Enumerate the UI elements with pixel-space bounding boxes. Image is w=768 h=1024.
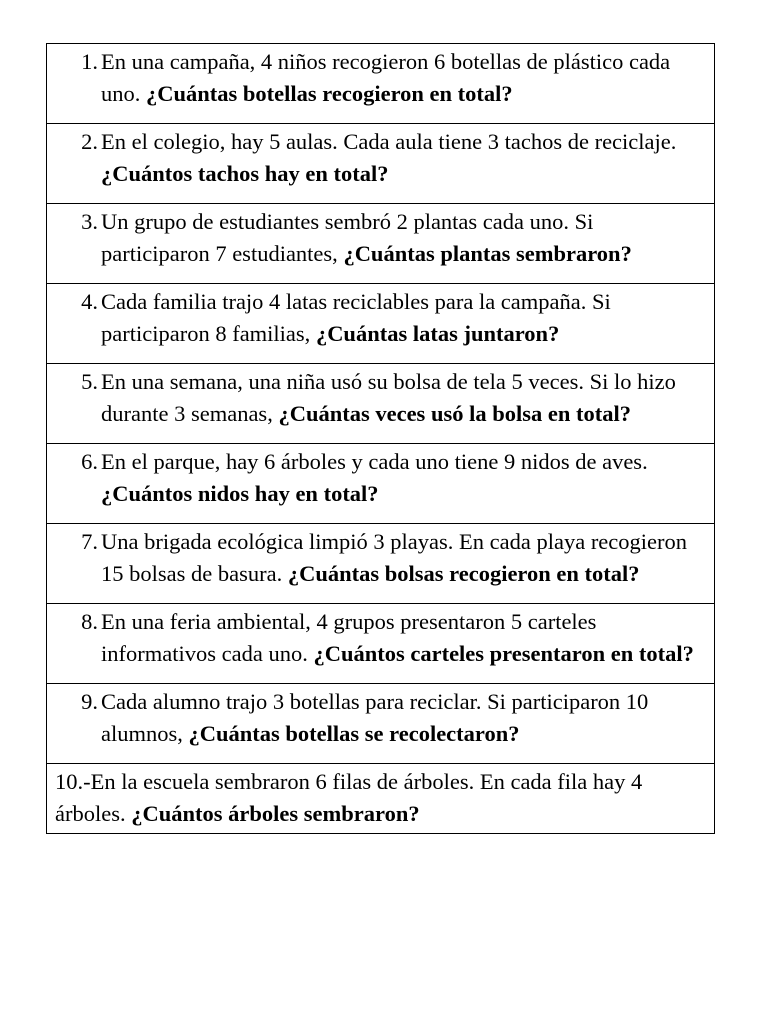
problem-text: Una brigada ecológica limpió 3 playas. En cada playa recogieron 15 bolsas de basura. [101,529,688,586]
problem-text: En el colegio, hay 5 aulas. Cada aula tiene 3 tachos de reciclaje. [101,129,677,154]
problem-cell [47,44,715,124]
problem-body [47,524,714,603]
problem-question: ¿Cuántas botellas se recolectaron? [188,721,520,746]
problems-table [46,43,715,834]
problem-cell [47,684,715,764]
problem-row-3 [47,204,715,284]
problem-number: 8. [81,609,98,634]
problem-text: 10.-En la escuela sembraron 6 filas de árboles. En cada fila hay 4 árboles. [55,769,643,826]
problem-body [47,604,714,683]
problem-text: En una feria ambiental, 4 grupos presentaron 5 carteles informativos cada uno. [101,609,597,666]
problem-number: 9. [81,689,98,714]
problem-body [47,124,714,203]
problem-cell [47,764,715,834]
problem-number: 3. [81,209,98,234]
worksheet [46,43,715,834]
problem-body [47,204,714,283]
problem-text: Cada familia trajo 4 latas reciclables para la campaña. Si participaron 8 familias, [101,289,611,346]
problem-row-4 [47,284,715,364]
problem-cell [47,444,715,524]
problem-row-6 [47,444,715,524]
problem-row-8 [47,604,715,684]
problem-number: 1. [81,49,98,74]
problem-question: ¿Cuántos tachos hay en total? [101,161,389,186]
problem-cell [47,364,715,444]
problem-question: ¿Cuántas bolsas recogieron en total? [287,561,640,586]
problem-question: ¿Cuántas latas juntaron? [315,321,560,346]
problem-text: Un grupo de estudiantes sembró 2 plantas cada uno. Si participaron 7 estudiantes, [101,209,594,266]
problem-text: En una campaña, 4 niños recogieron 6 botellas de plástico cada uno. [101,49,671,106]
problem-question: ¿Cuántos carteles presentaron en total? [313,641,694,666]
problem-question: ¿Cuántos árboles sembraron? [131,801,420,826]
problem-body [47,684,714,763]
problem-question: ¿Cuántas plantas sembraron? [343,241,632,266]
problem-row-2 [47,124,715,204]
problem-row-10 [47,764,715,834]
problem-text: Cada alumno trajo 3 botellas para reciclar. Si participaron 10 alumnos, [101,689,649,746]
problem-cell [47,204,715,284]
problem-number: 2. [81,129,98,154]
problem-body [47,364,714,443]
problem-row-9 [47,684,715,764]
problem-number: 6. [81,449,98,474]
problem-number: 7. [81,529,98,554]
problem-body [47,44,714,123]
problem-row-5 [47,364,715,444]
problem-cell [47,124,715,204]
problem-question: ¿Cuántos nidos hay en total? [101,481,379,506]
problem-cell [47,524,715,604]
problem-number: 5. [81,369,98,394]
problem-row-1 [47,44,715,124]
problem-question: ¿Cuántas veces usó la bolsa en total? [278,401,631,426]
problem-cell [47,604,715,684]
problem-body [47,284,714,363]
problem-question: ¿Cuántas botellas recogieron en total? [146,81,513,106]
problem-body [47,764,714,833]
problem-cell [47,284,715,364]
problem-text: En una semana, una niña usó su bolsa de tela 5 veces. Si lo hizo durante 3 semanas, [101,369,676,426]
problem-number: 4. [81,289,98,314]
problem-text: En el parque, hay 6 árboles y cada uno tiene 9 nidos de aves. [101,449,648,474]
problem-body [47,444,714,523]
problem-row-7 [47,524,715,604]
